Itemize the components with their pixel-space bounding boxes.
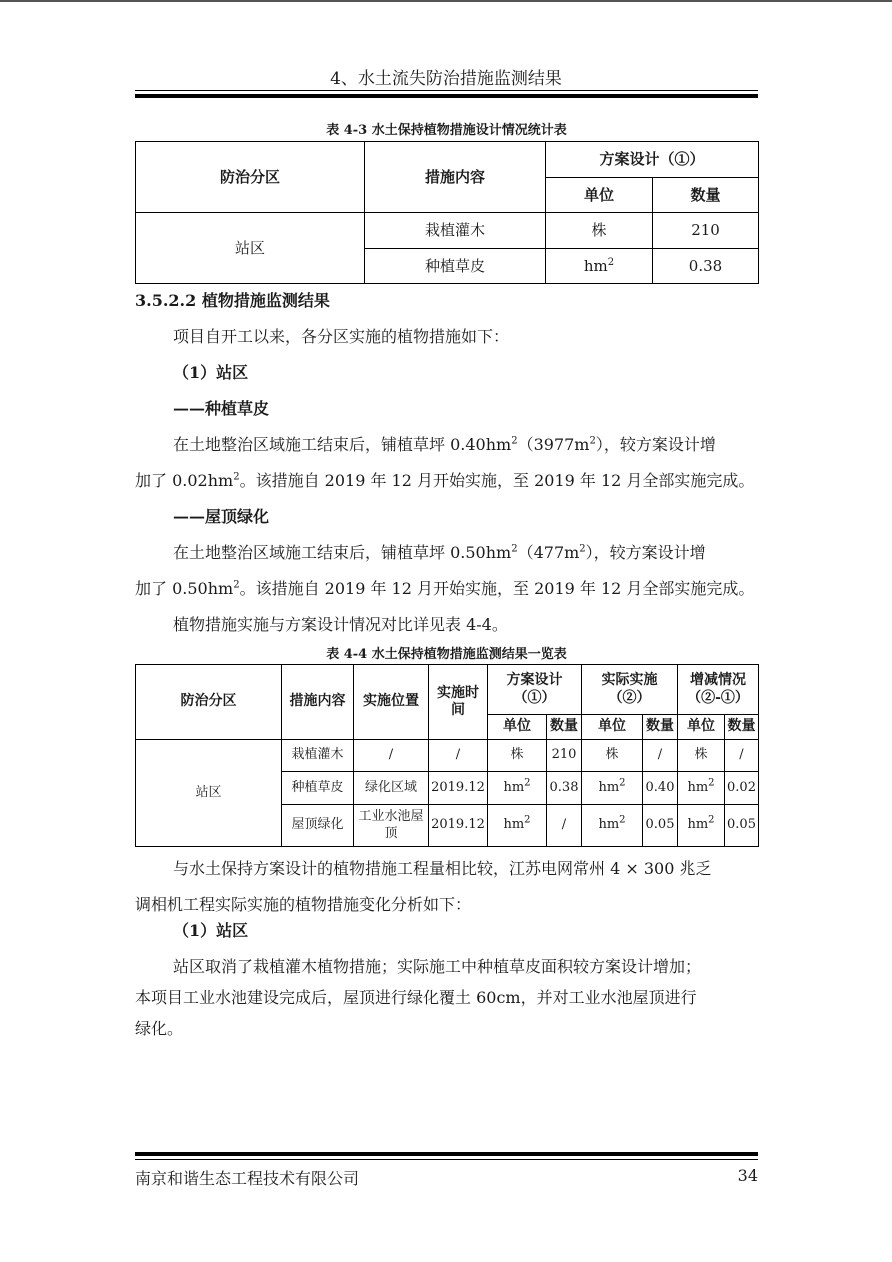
item-turf-line2: 加了 $0.02hm^2$。该措施自 2019 年 12 月开始实施，至 2019 年 12 月全部实施完成。	[135, 471, 755, 490]
header-rule-thin	[135, 90, 758, 91]
t4-actual-unit: $hm^2$	[582, 805, 643, 847]
t4-header-unit: 单位	[678, 715, 725, 740]
header-rule-thick	[135, 94, 758, 98]
t3-unit: $hm^2$	[546, 249, 653, 284]
t4-measure: 栽植灌木	[282, 740, 354, 772]
t4-zone: 站区	[136, 740, 282, 847]
intro-text: 项目自开工以来，各分区实施的植物措施如下：	[173, 327, 510, 346]
t4-header-qty: 数量	[725, 715, 759, 740]
t4-header-actual: 实际实施 （②）	[582, 665, 678, 715]
t3-unit: 株	[546, 213, 653, 249]
t4-header-zone: 防治分区	[136, 665, 282, 740]
page-number: 34	[737, 1166, 758, 1185]
compare-text: 植物措施实施与方案设计情况对比详见表 4-4。	[173, 615, 508, 634]
t4-actual-qty: 0.05	[643, 805, 678, 847]
t4-change-unit: $hm^2$	[678, 772, 725, 805]
sub-heading-station: （1）站区	[173, 363, 249, 382]
table-row	[136, 213, 759, 249]
t3-qty: 0.38	[653, 249, 759, 284]
item-roof-line2: 加了 $0.50hm^2$。该措施自 2019 年 12 月开始实施，至 2019 年 12 月全部实施完成。	[135, 579, 755, 598]
footer-rule-thin	[135, 1159, 758, 1160]
t4-actual-qty: /	[643, 740, 678, 772]
t4-plan-qty: 210	[547, 740, 582, 772]
t4-change-qty: 0.05	[725, 805, 759, 847]
t4-header-unit: 单位	[488, 715, 547, 740]
t4-plan-qty: 0.38	[547, 772, 582, 805]
t4-header-qty: 数量	[547, 715, 582, 740]
t3-qty: 210	[653, 213, 759, 249]
t4-location: 工业水池屋 顶	[354, 805, 429, 847]
t4-change-unit: $hm^2$	[678, 805, 725, 847]
item-roof-line1: 在土地整治区域施工结束后，铺植草坪 $0.50hm^2(477m^2)$，较方案设计增	[173, 543, 706, 562]
t4-time: /	[429, 740, 488, 772]
t3-header-zone: 防治分区	[136, 142, 365, 213]
analysis-para-line3: 绿化。	[135, 1019, 184, 1038]
t3-header-measure: 措施内容	[365, 142, 546, 213]
t4-header-qty: 数量	[643, 715, 678, 740]
t3-header-plan: 方案设计（①）	[546, 142, 759, 178]
t3-zone: 站区	[136, 213, 365, 284]
t4-header-change: 增减情况 （②-①）	[678, 665, 759, 715]
item-turf-title: ——种植草皮	[173, 399, 270, 418]
t3-measure: 栽植灌木	[365, 213, 546, 249]
table-4-4	[135, 664, 759, 847]
t4-change-qty: /	[725, 740, 759, 772]
t3-measure: 种植草皮	[365, 249, 546, 284]
analysis-sub-heading: （1）站区	[173, 921, 249, 940]
t4-actual-qty: 0.40	[643, 772, 678, 805]
t3-header-qty: 数量	[653, 178, 759, 213]
t4-plan-unit: $hm^2$	[488, 772, 547, 805]
analysis-line1: 与水土保持方案设计的植物措施工程量相比较，江苏电网常州 4 × 300 兆乏	[173, 859, 712, 878]
t4-location: 绿化区域	[354, 772, 429, 805]
table-row	[136, 740, 759, 772]
t4-change-unit: 株	[678, 740, 725, 772]
footer-rule-thick	[135, 1152, 758, 1156]
t4-plan-unit: 株	[488, 740, 547, 772]
t4-location: /	[354, 740, 429, 772]
t4-measure: 种植草皮	[282, 772, 354, 805]
t4-header-unit: 单位	[582, 715, 643, 740]
t4-plan-unit: $hm^2$	[488, 805, 547, 847]
page-header: 4、水土流失防治措施监测结果	[330, 69, 562, 89]
table-4-3-caption: 表 4-3 水土保持植物措施设计情况统计表	[326, 123, 567, 138]
t4-time: 2019.12	[429, 772, 488, 805]
analysis-line2: 调相机工程实际实施的植物措施变化分析如下：	[135, 895, 472, 914]
t4-plan-qty: /	[547, 805, 582, 847]
top-border	[0, 0, 892, 2]
t3-header-unit: 单位	[546, 178, 653, 213]
analysis-para-line1: 站区取消了栽植灌木植物措施；实际施工中种植草皮面积较方案设计增加；	[173, 957, 702, 976]
table-4-3	[135, 141, 759, 284]
t4-actual-unit: 株	[582, 740, 643, 772]
t4-actual-unit: $hm^2$	[582, 772, 643, 805]
t4-header-location: 实施位置	[354, 665, 429, 740]
t4-header-plan: 方案设计 （①）	[488, 665, 582, 715]
item-turf-line1: 在土地整治区域施工结束后，铺植草坪 $0.40hm^2(3977m^2)$，较方案设计增	[173, 435, 716, 454]
t4-measure: 屋顶绿化	[282, 805, 354, 847]
section-heading: 3.5.2.2 植物措施监测结果	[135, 291, 330, 310]
analysis-para-line2: 本项目工业水池建设完成后，屋顶进行绿化覆土 60cm，并对工业水池屋顶进行	[135, 988, 697, 1007]
t4-change-qty: 0.02	[725, 772, 759, 805]
item-roof-title: ——屋顶绿化	[173, 507, 270, 526]
table-4-4-caption: 表 4-4 水土保持植物措施监测结果一览表	[326, 647, 567, 662]
t4-header-time: 实施时 间	[429, 665, 488, 740]
t4-time: 2019.12	[429, 805, 488, 847]
t4-header-measure: 措施内容	[282, 665, 354, 740]
footer-company: 南京和谐生态工程技术有限公司	[135, 1169, 360, 1188]
